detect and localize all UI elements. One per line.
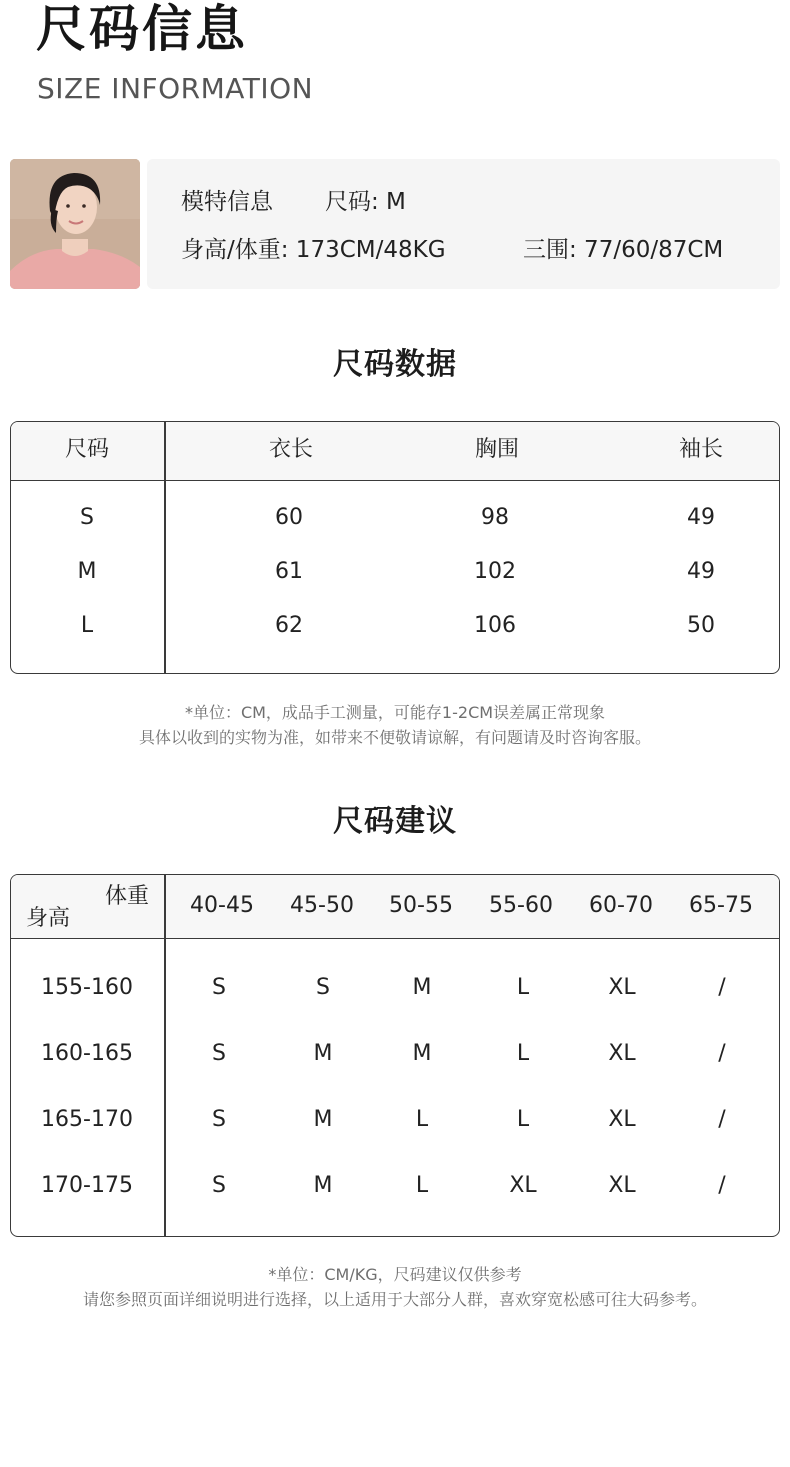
height-range: 160-165 [41,1041,133,1066]
table-cell: XL [608,975,636,1000]
weight-range-header: 65-75 [689,893,753,918]
table-cell: 60 [275,505,303,530]
corner-height-label: 身高 [25,906,71,931]
table-cell: 61 [275,559,303,584]
table-cell: / [718,1173,726,1198]
table-cell: L [415,1173,429,1198]
table-cell: M [77,559,97,584]
height-range: 155-160 [41,975,133,1000]
table-cell: XL [509,1173,537,1198]
table-cell: 106 [474,613,516,638]
model-photo [10,159,140,289]
model-measurements: 三围: 77/60/87CM [523,237,724,263]
model-info-title: 模特信息 [181,189,273,215]
table-cell: XL [608,1107,636,1132]
header-size: 尺码 [64,437,110,462]
size-advice-title: 尺码建议 [333,804,457,839]
table-cell: S [212,975,226,1000]
page-title-en: SIZE INFORMATION [37,72,314,105]
table-header [11,422,779,481]
table-cell: M [313,1107,333,1132]
table-cell: 98 [481,505,509,530]
table-cell: M [313,1041,333,1066]
page-title-cn: 尺码信息 [36,0,248,58]
model-info-panel [147,159,780,289]
weight-range-header: 50-55 [389,893,453,918]
size-data-note-2: 具体以收到的实物为准，如带来不便敬请谅解，有问题请及时咨询客服。 [138,728,651,747]
table-cell: 50 [687,613,715,638]
size-advice-note-2: 请您参照页面详细说明进行选择，以上适用于大部分人群，喜欢穿宽松感可往大码参考。 [82,1290,707,1309]
table-cell: / [718,975,726,1000]
height-range: 165-170 [41,1107,133,1132]
table-cell: L [516,1041,530,1066]
size-advice-table [10,874,780,1237]
table-cell: 49 [687,505,715,530]
table-cell: XL [608,1041,636,1066]
model-size: 尺码: M [325,189,406,215]
table-cell: 49 [687,559,715,584]
table-cell: S [212,1107,226,1132]
table-cell: / [718,1041,726,1066]
size-advice-note-1: *单位：CM/KG，尺码建议仅供参考 [268,1265,522,1284]
table-cell: L [516,975,530,1000]
table-cell: 102 [474,559,516,584]
column-divider [164,875,166,1236]
size-data-table [10,421,780,674]
model-height-weight: 身高/体重: 173CM/48KG [181,237,446,263]
table-cell: L [415,1107,429,1132]
table-cell: 62 [275,613,303,638]
table-cell: S [316,975,330,1000]
table-cell: M [313,1173,333,1198]
weight-range-header: 40-45 [190,893,254,918]
column-divider [164,422,166,673]
table-cell: XL [608,1173,636,1198]
weight-range-header: 45-50 [290,893,354,918]
size-data-note-1: *单位：CM，成品手工测量，可能存1-2CM误差属正常现象 [184,703,606,722]
table-cell: L [516,1107,530,1132]
header-length: 衣长 [268,437,314,462]
header-sleeve: 袖长 [678,437,724,462]
weight-range-header: 60-70 [589,893,653,918]
table-cell: / [718,1107,726,1132]
height-range: 170-175 [41,1173,133,1198]
weight-range-header: 55-60 [489,893,553,918]
corner-weight-label: 体重 [104,884,150,909]
header-chest: 胸围 [474,437,520,462]
size-data-title: 尺码数据 [333,347,457,382]
table-cell: L [80,613,94,638]
table-cell: M [412,1041,432,1066]
table-cell: S [212,1173,226,1198]
table-cell: M [412,975,432,1000]
table-cell: S [80,505,94,530]
table-cell: S [212,1041,226,1066]
